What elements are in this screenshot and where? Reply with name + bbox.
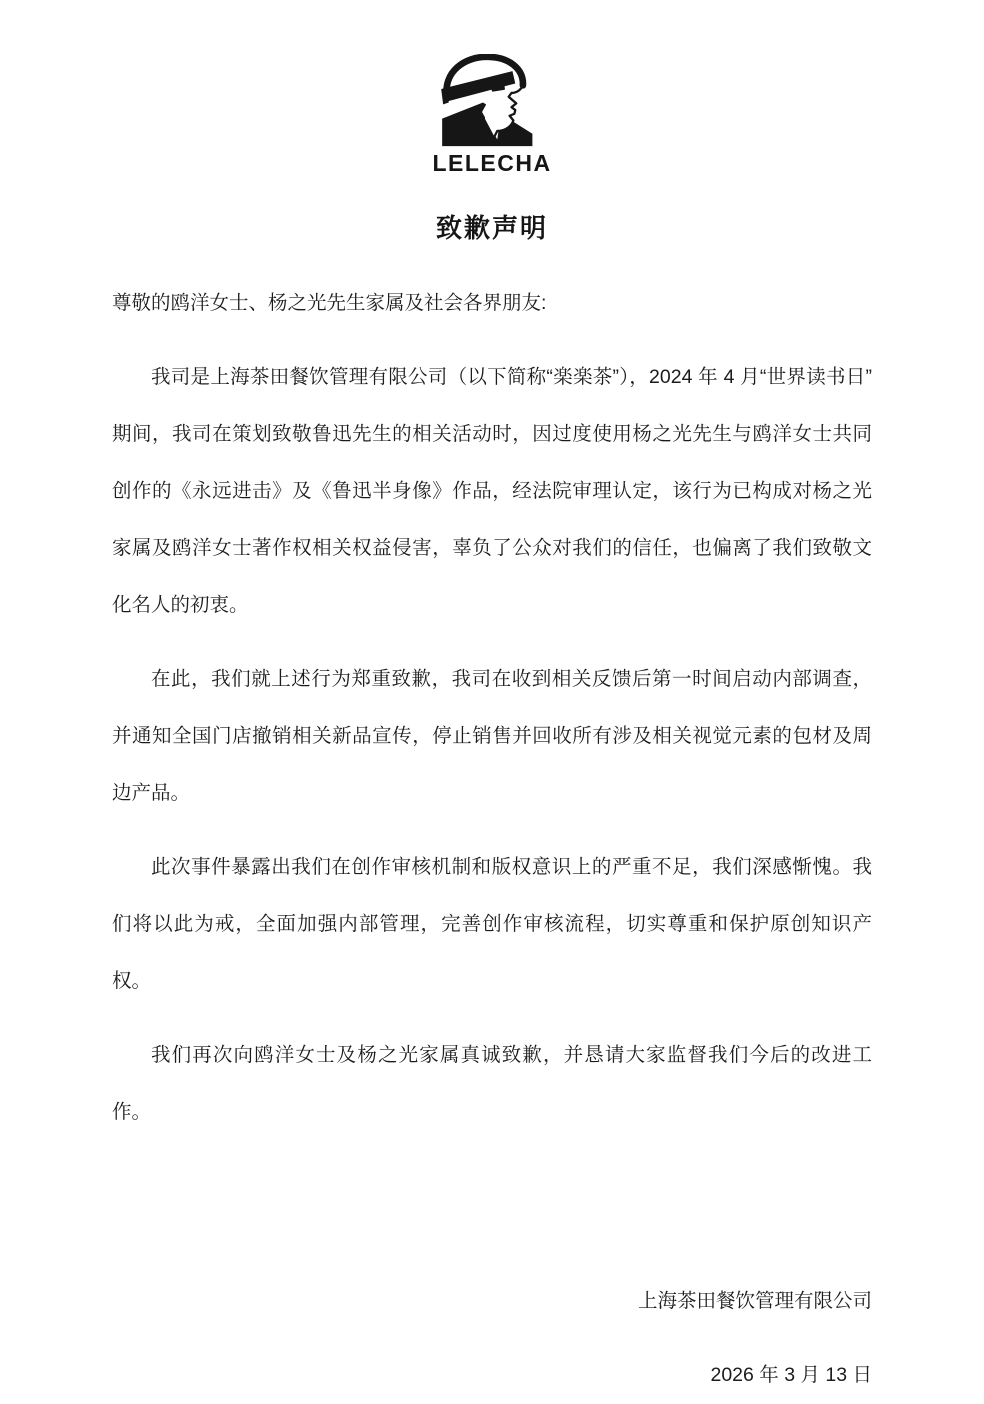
paragraph-2: 在此，我们就上述行为郑重致歉，我司在收到相关反馈后第一时间启动内部调查，并通知全国门店撤销相关新品宣传，停止销售并回收所有涉及相关视觉元素的包材及周边产品。 bbox=[112, 667, 872, 804]
salutation-line: 尊敬的鸥洋女士、杨之光先生家属及社会各界朋友: bbox=[112, 291, 547, 314]
statement-date: 2026 年 3 月 13 日 bbox=[710, 1363, 872, 1386]
page-title: 致歉声明 bbox=[435, 213, 548, 243]
brand-wordmark: LELECHA bbox=[432, 150, 552, 176]
paragraph-4: 我们再次向鸥洋女士及杨之光家属真诚致歉，并恳请大家监督我们今后的改进工作。 bbox=[112, 1043, 872, 1123]
lelecha-boy-head-icon bbox=[440, 54, 545, 149]
company-signature: 上海茶田餐饮管理有限公司 bbox=[637, 1289, 872, 1312]
brand-logo bbox=[0, 0, 984, 175]
closing-block bbox=[112, 1273, 872, 1404]
statement-body bbox=[112, 275, 872, 1141]
paragraph-3: 此次事件暴露出我们在创作审核机制和版权意识上的严重不足，我们深感惭愧。我们将以此为戒，全面加强内部管理，完善创作审核流程，切实尊重和保护原创知识产权。 bbox=[112, 855, 872, 992]
paragraph-1: 我司是上海茶田餐饮管理有限公司（以下简称“楽楽茶”），2024 年 4 月“世界读书日”期间，我司在策划致敬鲁迅先生的相关活动时，因过度使用杨之光先生与鸥洋女士共同创作的《永远进击》及《鲁迅半身像》作品，经法院审理认定，该行为已构成对杨之光家属及鸥洋女士著作权相关权益侵害，辜负了公众对我们的信任，也偏离了我们致敬文化名人的初衷。 bbox=[112, 365, 872, 616]
